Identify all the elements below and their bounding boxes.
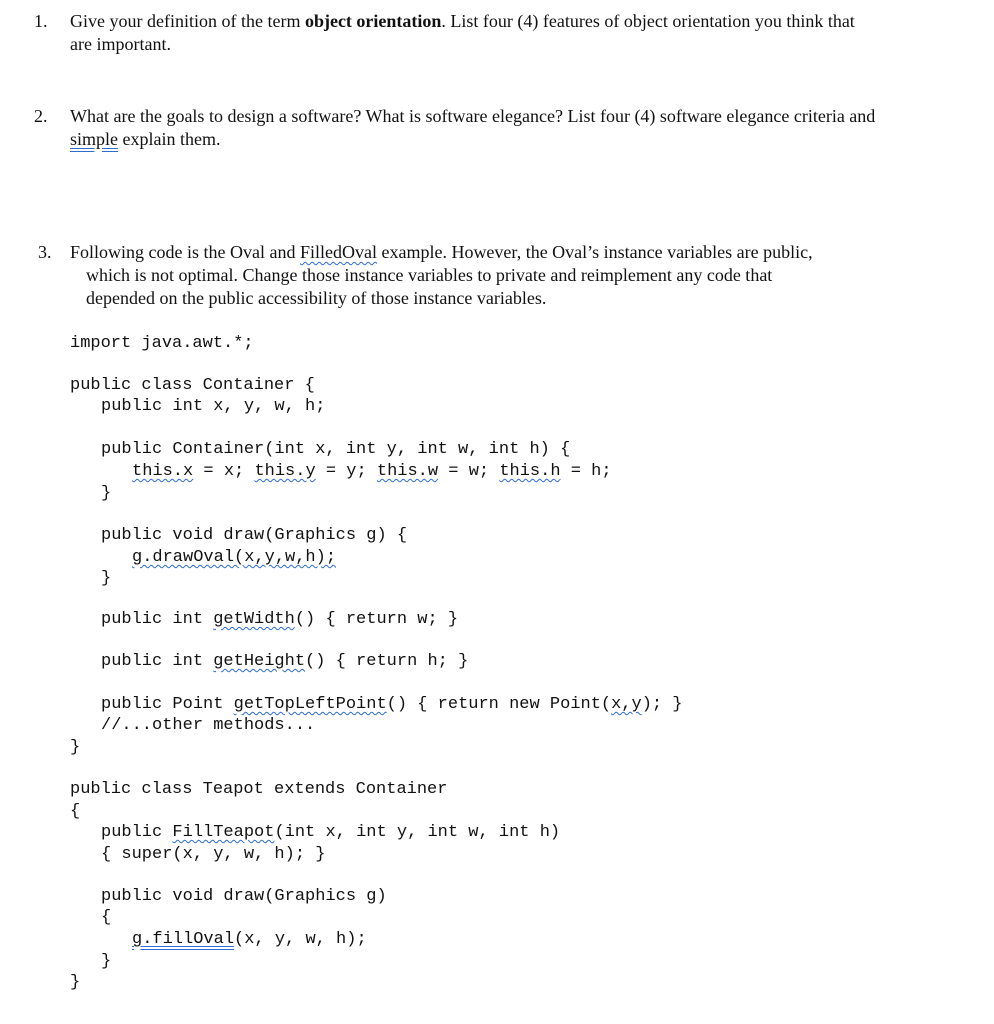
q3-text-pre: Following code is the Oval and xyxy=(70,242,300,262)
q1-bold-term: object orientation xyxy=(304,11,442,31)
question-3-text xyxy=(70,241,950,310)
question-2-line-1: What are the goals to design a software? What is software elegance? List four (4) software elegance criteria and xyxy=(70,106,876,126)
code-getwidth xyxy=(101,609,458,630)
code-fill-post: (int x, int y, int w, int h) xyxy=(274,823,561,842)
code-fill-name: FillTeapot xyxy=(172,823,275,842)
code-this-h: this.h xyxy=(499,462,561,481)
code-draw-body xyxy=(132,547,336,568)
code-this-y: this.y xyxy=(254,462,316,481)
question-3-line-1 xyxy=(70,241,950,264)
q1-text-pre: Give your definition of the term xyxy=(70,11,305,31)
code-import: import java.awt.*; xyxy=(70,334,254,353)
code-getheight-post: () { return h; } xyxy=(305,652,469,671)
code-class-container-close: } xyxy=(70,738,81,757)
code-gettopleft-pre: public Point xyxy=(101,695,234,714)
code-other-methods-comment: //...other methods... xyxy=(101,716,316,735)
code-getwidth-post: () { return w; } xyxy=(294,610,459,629)
code-filloval-call: g.fillOval xyxy=(132,930,235,949)
question-3-line-2: which is not optimal. Change those instance variables to private and reimplement any code that xyxy=(86,265,773,285)
code-draw-close: } xyxy=(101,569,112,588)
q1-text-post: . List four (4) features of object orientation you think that xyxy=(441,11,855,31)
code-gettopleft-mid: () { return new Point( xyxy=(386,695,612,714)
code-assign-w: = w; xyxy=(438,462,500,481)
code-drawoval-call: g.drawOval(x,y,w,h); xyxy=(132,548,337,567)
code-super-call: { super(x, y, w, h); } xyxy=(101,845,326,864)
question-1-line-2: are important. xyxy=(70,34,171,54)
code-teapot-open: { xyxy=(70,802,81,821)
code-gettopleftpoint xyxy=(101,694,683,715)
code-assign-y: = y; xyxy=(315,462,377,481)
code-getwidth-name: getWidth xyxy=(213,610,295,629)
code-constructor-decl: public Container(int x, int y, int w, int h) { xyxy=(101,440,571,459)
q2-underlined-word: simple xyxy=(70,129,118,149)
code-fill-pre: public xyxy=(101,823,173,842)
code-draw-decl: public void draw(Graphics g) { xyxy=(101,526,408,545)
question-3-line-3: depended on the public accessibility of those instance variables. xyxy=(86,288,547,308)
code-filloval-line xyxy=(132,929,367,950)
code-gettopleft-name: getTopLeftPoint xyxy=(233,695,387,714)
code-gettopleft-post: ); } xyxy=(641,695,683,714)
code-teapot-draw-open: { xyxy=(101,908,112,927)
code-assign-x: = x; xyxy=(193,462,255,481)
code-class-teapot-close: } xyxy=(70,973,81,992)
code-fields: public int x, y, w, h; xyxy=(101,397,326,416)
code-teapot-draw-close: } xyxy=(101,952,112,971)
question-2-line-2 xyxy=(70,128,970,151)
code-assign-h: = h; xyxy=(560,462,612,481)
q3-filledoval-word: FilledOval xyxy=(299,242,377,262)
code-gettopleft-args: x,y xyxy=(611,695,642,714)
question-2-number: 2. xyxy=(34,106,48,126)
code-getheight xyxy=(101,651,468,672)
code-getheight-name: getHeight xyxy=(213,652,306,671)
code-constructor-close: } xyxy=(101,484,112,503)
q2-line-2-rest: explain them. xyxy=(118,129,221,149)
code-getheight-pre: public int xyxy=(101,652,214,671)
code-fillteapot-decl xyxy=(101,822,560,843)
code-this-x: this.x xyxy=(132,462,194,481)
question-3-number: 3. xyxy=(38,242,52,262)
question-1-text xyxy=(70,10,970,56)
q3-text-post: example. However, the Oval’s instance variables are public, xyxy=(376,242,813,262)
question-2-text xyxy=(70,105,970,151)
code-class-teapot: public class Teapot extends Container xyxy=(70,780,448,799)
code-teapot-draw-decl: public void draw(Graphics g) xyxy=(101,887,387,906)
code-filloval-args: (x, y, w, h); xyxy=(234,930,367,949)
code-this-w: this.w xyxy=(376,462,439,481)
question-1-line-1 xyxy=(70,10,970,33)
code-getwidth-pre: public int xyxy=(101,610,214,629)
question-1-number: 1. xyxy=(34,11,48,31)
code-class-container: public class Container { xyxy=(70,376,315,395)
code-constructor-body xyxy=(132,461,612,482)
